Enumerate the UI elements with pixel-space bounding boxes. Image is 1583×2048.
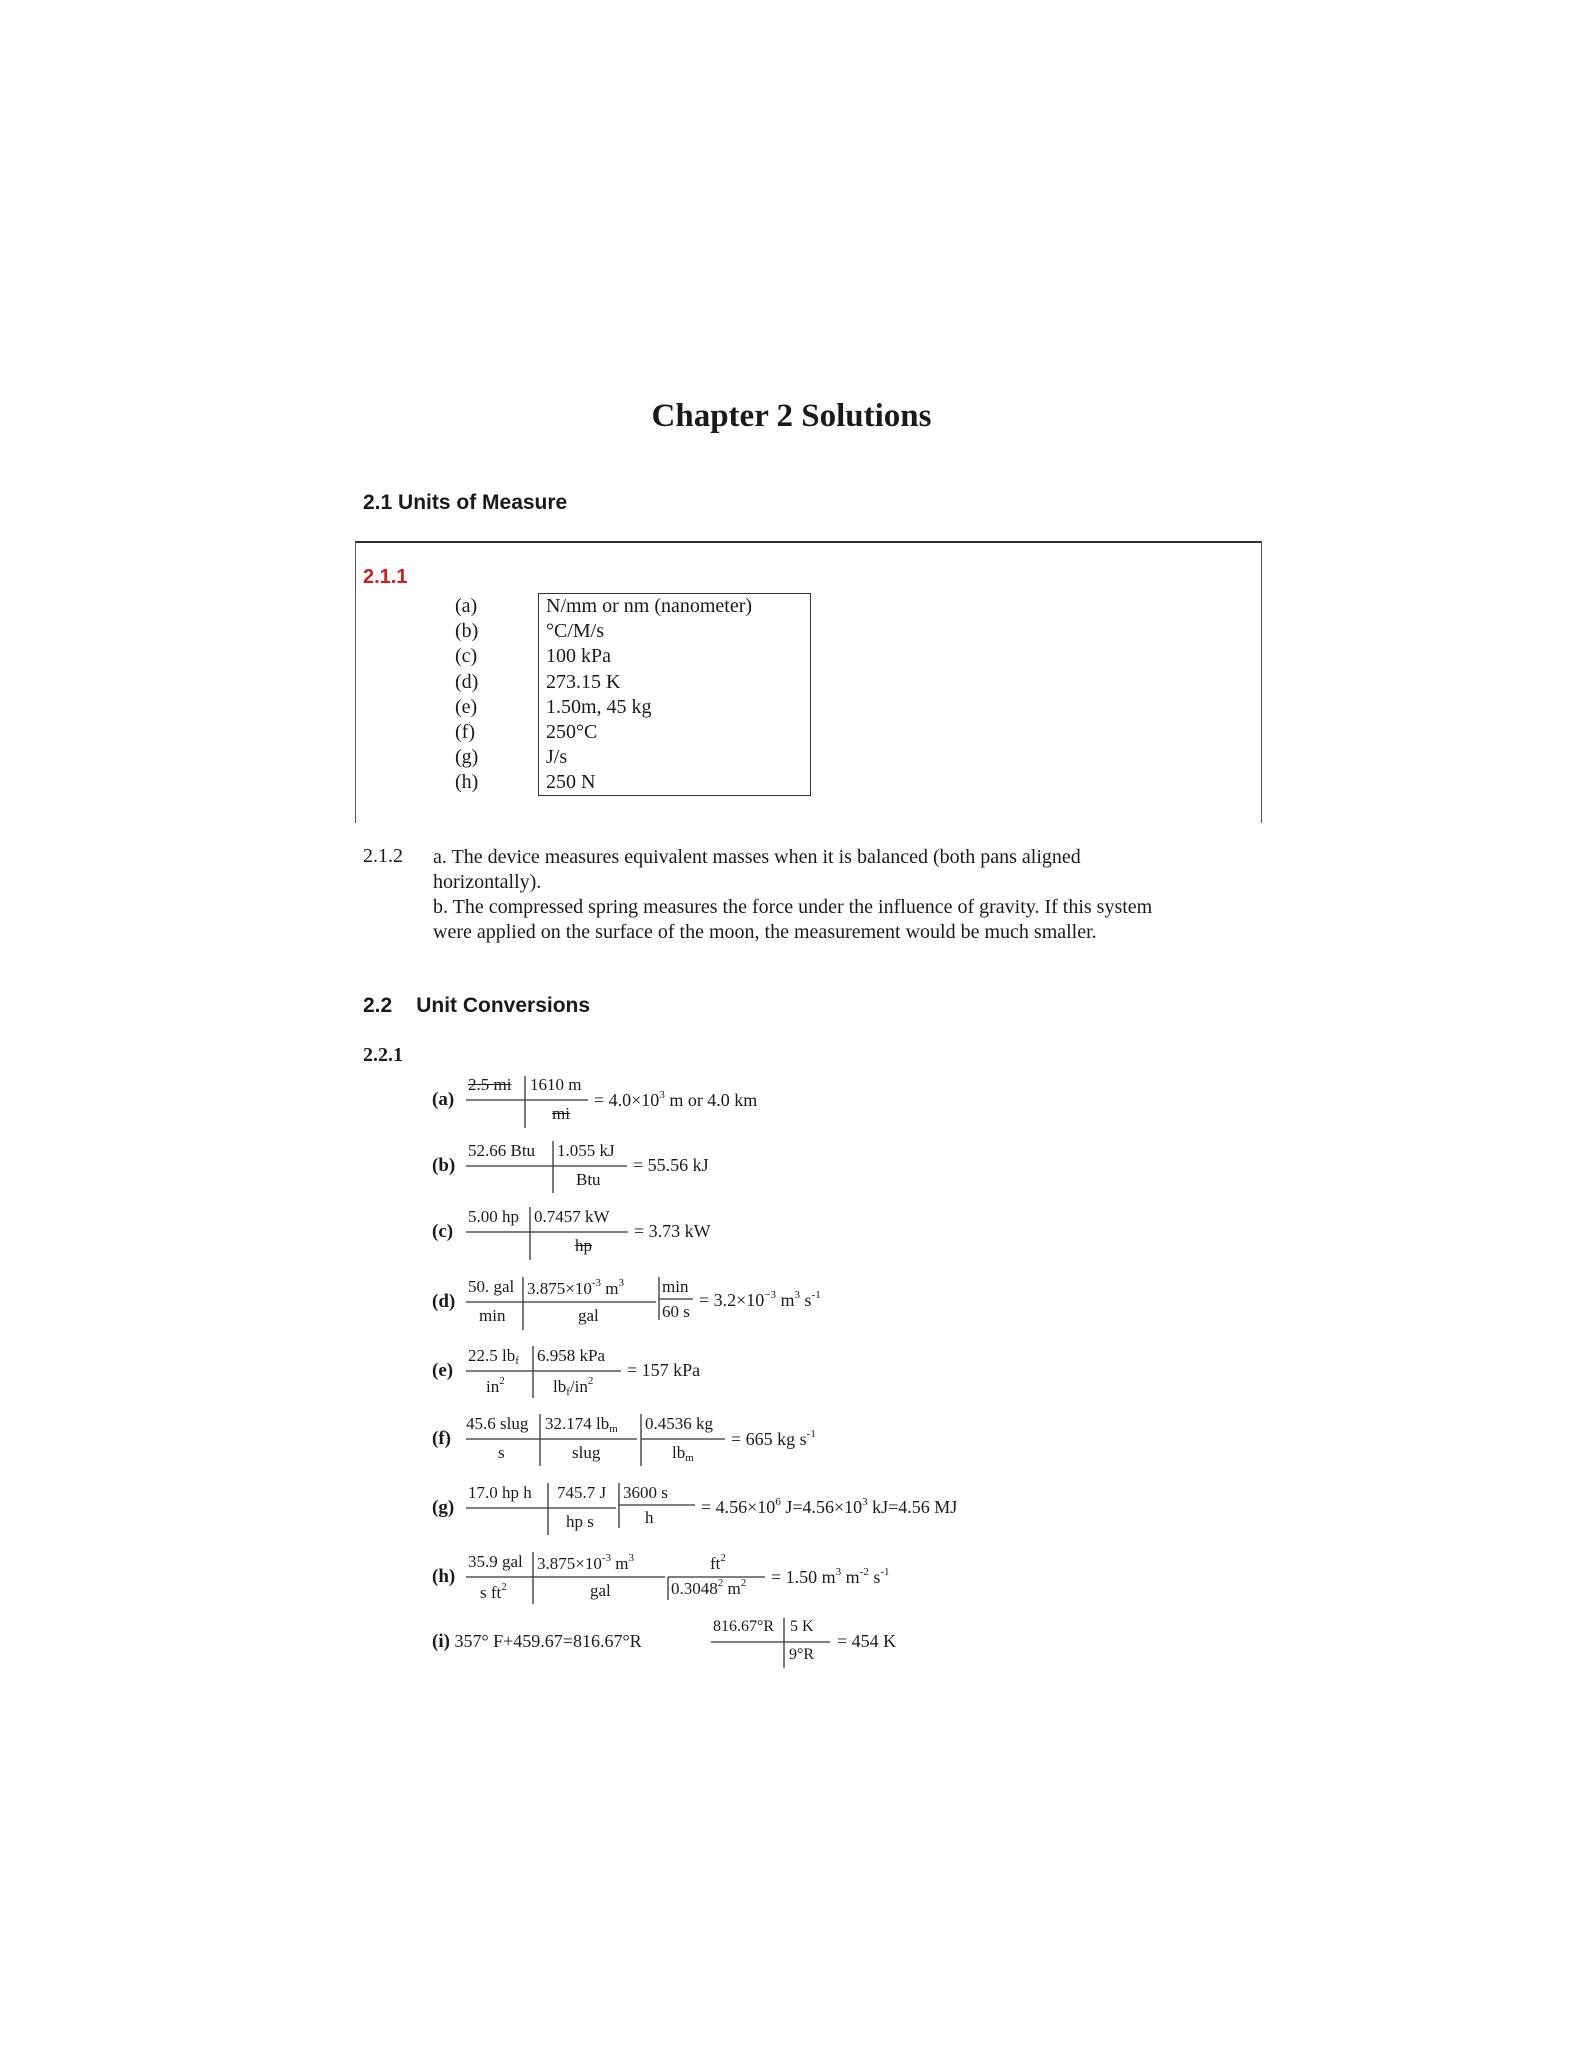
conv-h-result-u2: s [868, 1567, 881, 1587]
conv-e-result: = 157 kPa [627, 1360, 701, 1380]
conv-g-result-mid: J=4.56×10 [780, 1497, 863, 1517]
conv-h-den3-e2: 2 [740, 1577, 747, 1589]
conv-g-result-e1: 6 [775, 1496, 781, 1508]
conv-d-num2-u: m [601, 1279, 619, 1298]
answer-h: 250 N [546, 771, 596, 794]
conv-a-exp: 3 [659, 1089, 665, 1101]
conv-h-result-e1: 3 [835, 1566, 842, 1578]
label-a: (a) [455, 595, 478, 617]
conv-h-result-u: m [841, 1567, 860, 1587]
conv-f-result-e: -1 [806, 1428, 816, 1440]
conv-e-den2-e: 2 [587, 1375, 594, 1387]
conv-i-label: (i) [432, 1631, 450, 1652]
conv-f-den3-a: lb [672, 1443, 686, 1462]
conv-h-den3-a: 0.3048 [671, 1579, 718, 1598]
conv-h-den2: gal [590, 1581, 611, 1600]
conv-g-result-tail: kJ=4.56 MJ [867, 1497, 958, 1517]
conv-e-den2-a: lb [553, 1377, 567, 1396]
conv-g-num1: 17.0 hp h [468, 1483, 532, 1502]
conv-g-num3: 3600 s [623, 1483, 668, 1502]
conv-c-num2: 0.7457 kW [534, 1207, 610, 1226]
conv-a-den2 [552, 1104, 570, 1124]
conv-b-num2: 1.055 kJ [557, 1141, 615, 1160]
conv-i-lhs [432, 1631, 642, 1653]
answer-2-1-2-b: b. The compressed spring measures the force under the influence of gravity. If this system were applied on the surface of the moon, the measurement would be much smaller. [433, 896, 1153, 943]
conv-i-num1: 816.67°R [713, 1618, 775, 1635]
conv-e-den1-a: in [486, 1377, 500, 1396]
conv-e-den1 [486, 1375, 505, 1397]
conv-f-num2-sub: m [609, 1423, 618, 1435]
conv-a-label: (a) [432, 1089, 455, 1110]
conv-e-num1 [468, 1346, 519, 1367]
answer-e: 1.50m, 45 kg [546, 695, 652, 718]
conv-h-num2-e: -3 [601, 1552, 612, 1564]
section-heading-2-1: 2.1 Units of Measure [363, 491, 568, 514]
answer-d: 273.15 K [546, 670, 621, 693]
conv-h-den1 [480, 1581, 507, 1603]
conv-h-num3 [710, 1552, 726, 1574]
conv-b-label: (b) [432, 1155, 456, 1176]
answer-c: 100 kPa [546, 645, 611, 668]
conv-c-den2 [575, 1236, 592, 1256]
conv-f-num3: 0.4536 kg [645, 1414, 713, 1433]
conv-e-den2-sub: f [566, 1386, 570, 1398]
conv-i-lhs-text: 357° F+459.67=816.67°R [454, 1631, 642, 1651]
conv-f-num2 [545, 1414, 618, 1435]
label-b: (b) [455, 620, 479, 643]
conv-h-num2-a: 3.875×10 [537, 1554, 602, 1573]
conv-h-result-a: = 1.50 m [771, 1567, 836, 1587]
conv-h-den1-a: s ft [480, 1583, 502, 1602]
conv-e-num1-sub: f [515, 1355, 519, 1367]
conv-h-result-e2: -2 [859, 1566, 869, 1578]
label-h: (h) [455, 771, 479, 794]
conv-a-result-text: = 4.0×10 [594, 1090, 660, 1110]
conv-d-result-e3: -1 [811, 1289, 821, 1301]
conv-f-result-a: = 665 kg s [731, 1429, 807, 1449]
conv-h-result [771, 1566, 890, 1588]
conv-e-den1-e: 2 [499, 1375, 505, 1387]
conv-h-result-e3: -1 [880, 1566, 890, 1578]
conv-h-num2-e2: 3 [628, 1552, 634, 1564]
conv-d-num2-e2: 3 [618, 1277, 624, 1289]
problem-number-2-2-1: 2.2.1 [363, 1044, 403, 1066]
conv-a-num1 [468, 1075, 511, 1095]
conv-c-num1: 5.00 hp [468, 1207, 519, 1226]
conv-d-result-e2: 3 [794, 1289, 801, 1301]
conv-h-num3-e: 2 [720, 1552, 726, 1564]
conv-f-den3-sub: m [685, 1452, 694, 1464]
conv-i-num2: 5 K [790, 1618, 814, 1635]
conv-d-den3: 60 s [662, 1302, 690, 1321]
conv-f-num1: 45.6 slug [466, 1414, 529, 1433]
label-f: (f) [455, 721, 475, 744]
conv-d-num2 [527, 1277, 624, 1299]
conv-b-num1: 52.66 Btu [468, 1141, 536, 1160]
conv-d-num3: min [662, 1277, 689, 1296]
conv-f-den3 [672, 1443, 694, 1464]
conv-f-result [731, 1428, 816, 1450]
conv-e-den2-b: /in [569, 1377, 588, 1396]
conv-a-num2: 1610 m [530, 1075, 582, 1094]
conv-e-den2 [553, 1375, 593, 1398]
conv-d-num2-a: 3.875×10 [527, 1279, 592, 1298]
conv-a-result [594, 1089, 757, 1111]
answer-a: N/mm or nm (nanometer) [546, 595, 753, 617]
conv-i-den2: 9°R [789, 1646, 815, 1663]
conv-c-label: (c) [432, 1221, 454, 1242]
conv-f-label: (f) [432, 1428, 451, 1449]
conv-d-label: (d) [432, 1291, 456, 1312]
conv-g-label: (g) [432, 1497, 455, 1518]
conv-g-num2: 745.7 J [557, 1483, 607, 1502]
conv-e-label: (e) [432, 1360, 454, 1381]
conv-g-result-a: = 4.56×10 [701, 1497, 776, 1517]
conv-c-result: = 3.73 kW [634, 1221, 711, 1241]
conv-d-num2-e: -3 [591, 1277, 602, 1289]
conv-d-result-e1: −3 [764, 1289, 777, 1301]
answer-2-1-2-a: a. The device measures equivalent masses when it is balanced (both pans aligned horizontally). [433, 846, 1081, 893]
conv-h-label: (h) [432, 1566, 456, 1587]
conv-h-den3-u: m [723, 1579, 741, 1598]
conv-a-den2-text: mi [552, 1104, 570, 1123]
conv-d-result-a: = 3.2×10 [699, 1290, 765, 1310]
conv-f-num2-a: 32.174 lb [545, 1414, 610, 1433]
conv-a-num1-text: 2.5 mi [468, 1075, 512, 1094]
label-d: (d) [455, 670, 479, 693]
conv-d-num1: 50. gal [468, 1277, 515, 1296]
conv-g-result [701, 1496, 957, 1518]
conv-f-den1: s [498, 1443, 505, 1462]
page-title: Chapter 2 Solutions [651, 398, 932, 434]
conv-g-den2: hp s [566, 1512, 594, 1531]
answer-g: J/s [546, 746, 568, 769]
conv-e-num2: 6.958 kPa [537, 1346, 605, 1365]
conv-h-den3 [671, 1577, 746, 1599]
answer-f: 250°C [546, 721, 598, 744]
section-title: Unit Conversions [416, 994, 591, 1017]
conv-g-result-e2: 3 [862, 1496, 868, 1508]
conv-h-den1-e: 2 [501, 1581, 507, 1593]
label-g: (g) [455, 746, 479, 769]
conv-i-result: = 454 K [837, 1631, 897, 1651]
conv-d-result-u: m [776, 1290, 795, 1310]
conv-d-den2: gal [578, 1306, 599, 1325]
conv-h-num3-a: ft [710, 1554, 721, 1573]
conv-e-num1-a: 22.5 lb [468, 1346, 516, 1365]
conv-c-den2-text: hp [575, 1236, 592, 1255]
problem-number-2-1-2: 2.1.2 [363, 845, 403, 867]
conv-b-result: = 55.56 kJ [633, 1155, 709, 1175]
conv-d-result [699, 1289, 821, 1311]
conv-h-num2-u: m [611, 1554, 629, 1573]
conv-a-tail: m or 4.0 km [664, 1090, 758, 1110]
conv-h-num2 [537, 1552, 634, 1574]
conv-d-result-u2: s [800, 1290, 812, 1310]
answer-b: °C/M/s [546, 620, 605, 643]
problem-number-2-1-1: 2.1.1 [363, 566, 408, 588]
label-e: (e) [455, 695, 478, 718]
section-number: 2.2 [363, 994, 393, 1017]
conv-d-den1: min [479, 1306, 506, 1325]
conv-b-den2: Btu [576, 1170, 601, 1189]
conv-f-den2: slug [572, 1443, 601, 1462]
conv-g-den3: h [645, 1508, 654, 1527]
conv-h-den3-e: 2 [717, 1577, 724, 1589]
label-c: (c) [455, 645, 478, 668]
conv-h-num1: 35.9 gal [468, 1552, 523, 1571]
